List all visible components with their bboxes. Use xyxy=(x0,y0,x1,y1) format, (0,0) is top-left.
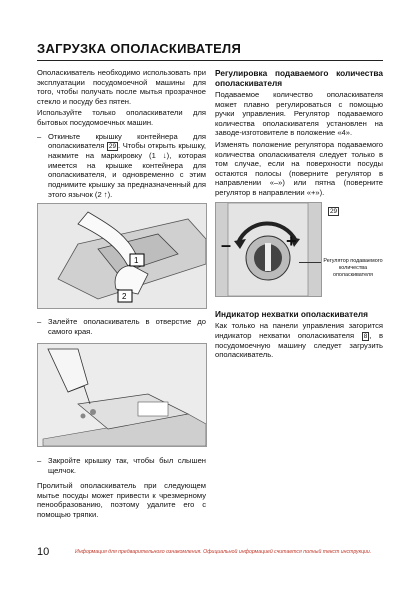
intro-text-2: Используйте только ополаскиватели для бытовых посудомоечных машин. xyxy=(37,108,206,127)
left-column-top xyxy=(37,68,206,199)
component-ref-8: 8 xyxy=(363,332,368,340)
svg-text:1: 1 xyxy=(134,256,139,265)
right-column-bottom xyxy=(215,309,383,360)
minus-sign: – xyxy=(221,235,232,255)
page-number: 10 xyxy=(37,546,50,558)
plus-sign: + xyxy=(286,231,297,251)
regulator-text-2: Изменять положение регулятора подаваемого количества ополаскивателя следует только в том случае, если на поверхности посуды остаются полосы (поверните регулятор в направлении «–») или пятна (поверните регулятор в направлении «+»). xyxy=(215,139,383,197)
step-3-block: – Закройте крышку так, чтобы был слышен щелчок. Пролитый ополаскиватель при следующем мытье посуды может привести к чрезмерному пенообразованию, поэтому удалите его с помощью тряпки. xyxy=(37,456,206,519)
title-rule xyxy=(37,60,383,61)
step-1: – Откиньте крышку контейнера для ополаскивателя 29 . Чтобы открыть крышку, нажмите на маркировку (1 ↓), которая имеется на крышке контейнера для ополаскивателя, и одновременно с этим поднимите крышку за предназначенный для этого язычок (2 ↑). xyxy=(37,131,206,199)
svg-text:2: 2 xyxy=(122,292,127,301)
step-2-text: Залейте ополаскиватель в отверстие до самого края. xyxy=(48,317,206,336)
indicator-text: Как только на панели управления загорится индикатор нехватки ополаскивателя 8 , в посудомоечную машину следует загрузить ополаскиватель. xyxy=(215,321,383,360)
heading-regulator: Регулировка подаваемого количества ополаскивателя xyxy=(215,68,383,88)
spill-note: Пролитый ополаскиватель при следующем мытье посуды может привести к чрезмерному пенообразованию, поэтому удалите его с помощью тряпки. xyxy=(37,481,206,519)
regulator-text-1: Подаваемое количество ополаскивателя может плавно регулироваться с помощью ручки управления. Регулятор подаваемого количества ополаскивателя установлен на заводе-изготовителе в положение «4». xyxy=(215,90,383,138)
intro-text: Ополаскиватель необходимо использовать при эксплуатации посудомоечной машины для того, чтобы получать после мытья прозрачное стекло и посуду без пятен. xyxy=(37,68,206,106)
step-3-text: Закройте крышку так, чтобы был слышен щелчок. xyxy=(48,456,206,475)
heading-indicator: Индикатор нехватки ополаскивателя xyxy=(215,309,368,319)
page-title: ЗАГРУЗКА ОПОЛАСКИВАТЕЛЯ xyxy=(37,41,242,56)
regulator-callout: Регулятор подаваемого количества ополаскивателя xyxy=(323,258,383,278)
figure-regulator xyxy=(215,202,322,297)
figure-fill-rinse-aid xyxy=(37,343,207,447)
figure-open-lid xyxy=(37,203,207,309)
callout-line xyxy=(299,262,321,263)
step-2-block: – Залейте ополаскиватель в отверстие до самого края. xyxy=(37,317,206,336)
footer-note: Информация для предварительного ознакомления. Официальной информацией считается полный текст инструкции. xyxy=(75,549,372,555)
figure-ref-29: 29 xyxy=(330,208,338,215)
right-column-top xyxy=(215,68,383,198)
component-ref-29: 29 xyxy=(108,143,117,151)
